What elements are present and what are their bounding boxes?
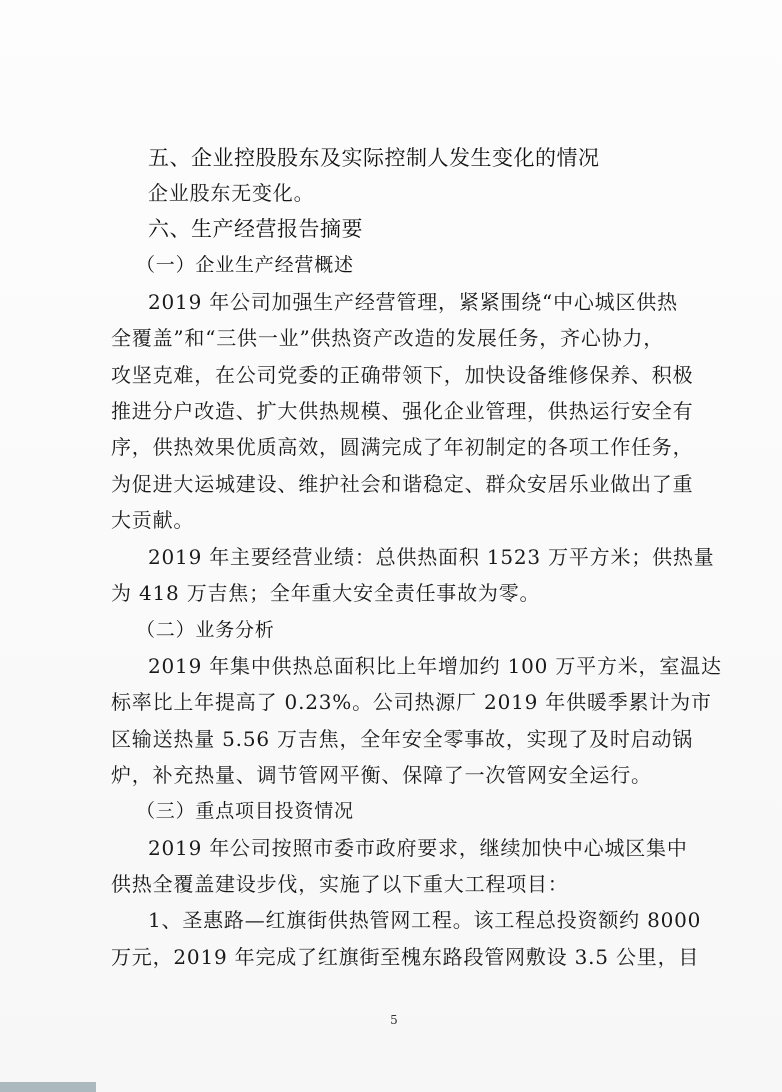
paragraph-line: 2019 年集中供热总面积比上年增加约 100 万平方米，室温达	[148, 654, 722, 678]
paragraph-line: 标率比上年提高了 0.23%。公司热源厂 2019 年供暖季累计为市	[111, 690, 712, 714]
paragraph-line: 供热全覆盖建设步伐，实施了以下重大工程项目：	[111, 872, 569, 896]
paragraph-line: 序，供热效果优质高效，圆满完成了年初制定的各项工作任务，	[111, 435, 694, 459]
paragraph-line: 大贡献。	[111, 508, 195, 532]
subsection-heading-2: （二）业务分析	[136, 619, 275, 641]
paragraph-line: 推进分户改造、扩大供热规模、强化企业管理，供热运行安全有	[111, 399, 694, 423]
paragraph-line: 攻坚克难，在公司党委的正确带领下，加快设备维修保养、积极	[111, 363, 694, 387]
paragraph-line: 2019 年公司加强生产经营管理，紧紧围绕“中心城区供热	[148, 290, 678, 314]
section-heading-6: 六、生产经营报告摘要	[148, 217, 363, 241]
paragraph-line: 万元，2019 年完成了红旗街至槐东路段管网敷设 3.5 公里，目	[111, 945, 700, 969]
subsection-heading-3: （三）重点项目投资情况	[136, 800, 354, 822]
paragraph-line: 1、圣惠路—红旗街供热管网工程。该工程总投资额约 8000	[148, 908, 702, 932]
paragraph-line: 企业股东无变化。	[148, 181, 315, 205]
paragraph-line: 2019 年公司按照市委市政府要求，继续加快中心城区集中	[148, 836, 688, 860]
paragraph-line: 炉，补充热量、调节管网平衡、保障了一次管网安全运行。	[111, 763, 652, 787]
paragraph-line: 为促进大运城建设、维护社会和谐稳定、群众安居乐业做出了重	[111, 472, 694, 496]
page-number: 5	[390, 1013, 398, 1027]
paragraph-line: 全覆盖”和“三供一业”供热资产改造的发展任务，齐心协力，	[111, 326, 665, 350]
scan-edge-mark	[0, 1082, 96, 1092]
paragraph-line: 为 418 万吉焦；全年重大安全责任事故为零。	[111, 581, 541, 605]
paragraph-line: 2019 年主要经营业绩：总供热面积 1523 万平方米；供热量	[148, 545, 715, 569]
paragraph-line: 区输送热量 5.56 万吉焦，全年安全零事故，实现了及时启动锅	[111, 727, 694, 751]
subsection-heading-1: （一）企业生产经营概述	[136, 254, 354, 276]
section-heading-5: 五、企业控股股东及实际控制人发生变化的情况	[148, 146, 600, 170]
